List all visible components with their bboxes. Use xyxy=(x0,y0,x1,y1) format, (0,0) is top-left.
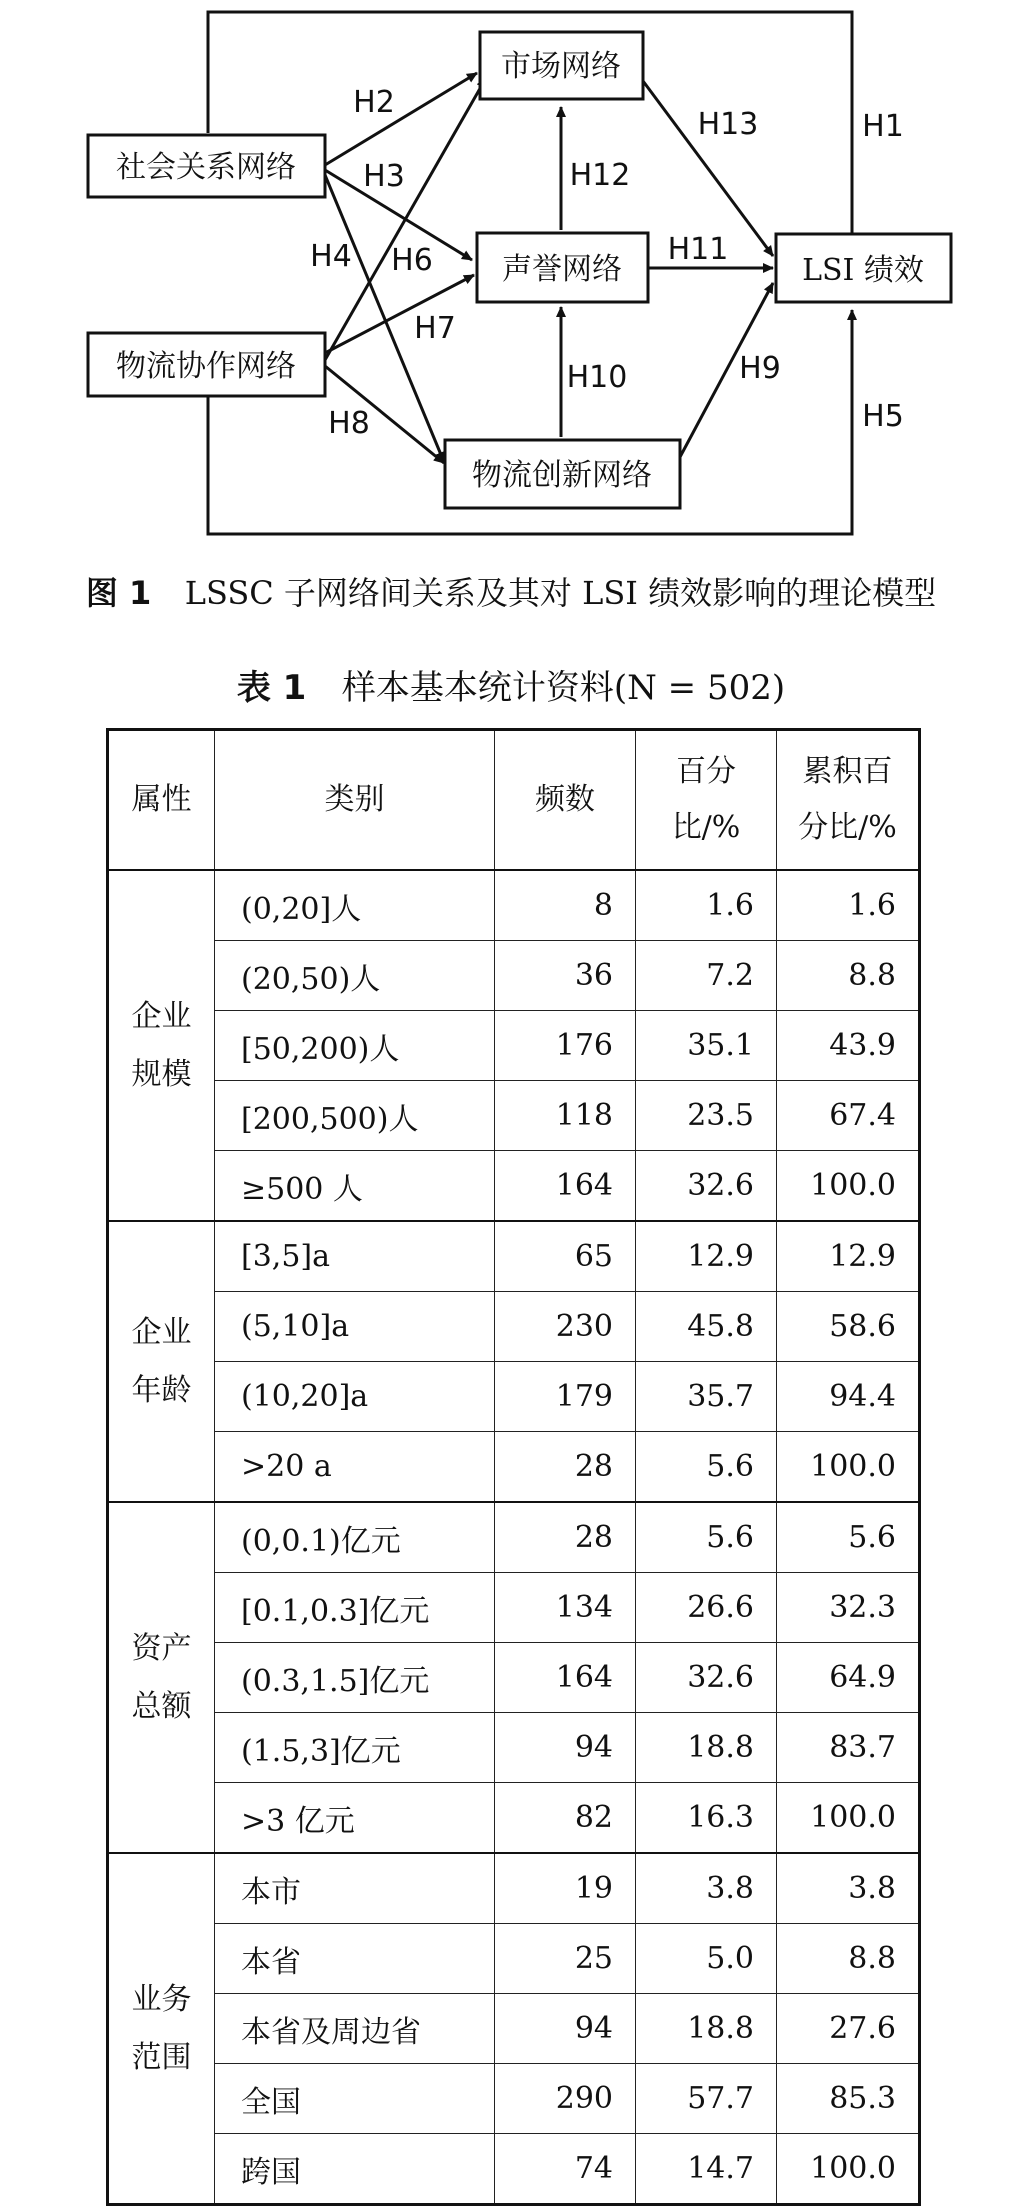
group-attribute xyxy=(108,1853,215,2205)
label-h4: H4 xyxy=(310,239,352,274)
cell-percent: 3.8 xyxy=(636,1853,777,1924)
node-social-network-label: 社会关系网络 xyxy=(116,150,296,185)
cell-percent: 14.7 xyxy=(636,2134,777,2205)
cell-cumulative: 85.3 xyxy=(777,2064,920,2134)
table-row xyxy=(108,1151,920,1222)
table-row xyxy=(108,1011,920,1081)
table-row xyxy=(108,2064,920,2134)
edge-h2 xyxy=(325,73,477,165)
table-group xyxy=(108,870,920,1221)
cell-frequency: 94 xyxy=(495,1994,636,2064)
label-h12: H12 xyxy=(569,158,631,193)
cell-cumulative: 100.0 xyxy=(777,1432,920,1503)
header-attr: 属性 xyxy=(108,730,215,871)
cell-frequency: 19 xyxy=(495,1853,636,1924)
header-pct-line1: 百分 xyxy=(676,754,736,789)
cell-percent: 16.3 xyxy=(636,1783,777,1854)
cell-frequency: 290 xyxy=(495,2064,636,2134)
cell-cumulative: 100.0 xyxy=(777,2134,920,2205)
node-social-network xyxy=(88,135,325,197)
cell-cumulative: 83.7 xyxy=(777,1713,920,1783)
label-h7: H7 xyxy=(414,311,456,346)
table-row xyxy=(108,941,920,1011)
node-reputation-network-label: 声誉网络 xyxy=(502,252,622,287)
table-row xyxy=(108,1221,920,1292)
cell-category: [50,200)人 xyxy=(215,1011,495,1081)
table-row xyxy=(108,1924,920,1994)
cell-cumulative: 43.9 xyxy=(777,1011,920,1081)
cell-frequency: 164 xyxy=(495,1151,636,1222)
cell-frequency: 74 xyxy=(495,2134,636,2205)
group-attribute-line1: 企业 xyxy=(131,1314,192,1350)
cell-percent: 18.8 xyxy=(636,1713,777,1783)
cell-cumulative: 8.8 xyxy=(777,941,920,1011)
cell-percent: 5.6 xyxy=(636,1502,777,1573)
cell-category: 本省 xyxy=(215,1924,495,1994)
table-row xyxy=(108,1081,920,1151)
group-attribute-line1: 资产 xyxy=(131,1630,192,1666)
header-cum-line2: 分比/% xyxy=(798,810,897,845)
node-reputation-network xyxy=(477,233,648,302)
label-h1: H1 xyxy=(862,109,904,144)
label-h8: H8 xyxy=(328,406,370,441)
cell-cumulative: 67.4 xyxy=(777,1081,920,1151)
header-freq: 频数 xyxy=(495,730,636,871)
figure-caption-text: LSSC 子网络间关系及其对 LSI 绩效影响的理论模型 xyxy=(184,574,937,612)
table-row xyxy=(108,1573,920,1643)
group-attribute-line1: 业务 xyxy=(131,1981,192,2017)
cell-frequency: 8 xyxy=(495,870,636,941)
table-row xyxy=(108,1853,920,1924)
cell-cumulative: 12.9 xyxy=(777,1221,920,1292)
cell-percent: 45.8 xyxy=(636,1292,777,1362)
table-row xyxy=(108,1362,920,1432)
cell-frequency: 82 xyxy=(495,1783,636,1854)
cell-cumulative: 27.6 xyxy=(777,1994,920,2064)
cell-frequency: 65 xyxy=(495,1221,636,1292)
node-logistics-coop-network xyxy=(88,333,325,396)
theoretical-model-diagram xyxy=(0,0,1022,550)
cell-category: (5,10]a xyxy=(215,1292,495,1362)
node-market-network-label: 市场网络 xyxy=(501,49,621,84)
cell-category: (10,20]a xyxy=(215,1362,495,1432)
cell-percent: 12.9 xyxy=(636,1221,777,1292)
group-attribute xyxy=(108,1502,215,1853)
cell-frequency: 230 xyxy=(495,1292,636,1362)
cell-cumulative: 1.6 xyxy=(777,870,920,941)
figure-caption-label: 图 1 xyxy=(85,574,152,612)
cell-frequency: 179 xyxy=(495,1362,636,1432)
cell-frequency: 36 xyxy=(495,941,636,1011)
node-lsi-performance-label: LSI 绩效 xyxy=(802,253,924,288)
table-group xyxy=(108,1502,920,1853)
header-pct-line2: 比/% xyxy=(671,810,741,845)
cell-category: [3,5]a xyxy=(215,1221,495,1292)
cell-category: 本省及周边省 xyxy=(215,1994,495,2064)
cell-cumulative: 58.6 xyxy=(777,1292,920,1362)
cell-category: (0,0.1)亿元 xyxy=(215,1502,495,1573)
cell-category: ≥500 人 xyxy=(215,1151,495,1222)
cell-percent: 35.1 xyxy=(636,1011,777,1081)
label-h10: H10 xyxy=(566,360,628,395)
cell-cumulative: 32.3 xyxy=(777,1573,920,1643)
group-attribute xyxy=(108,870,215,1221)
cell-percent: 1.6 xyxy=(636,870,777,941)
table-row xyxy=(108,1432,920,1503)
cell-frequency: 25 xyxy=(495,1924,636,1994)
group-attribute xyxy=(108,1221,215,1502)
header-cum xyxy=(777,730,920,871)
cell-frequency: 94 xyxy=(495,1713,636,1783)
cell-percent: 5.6 xyxy=(636,1432,777,1503)
cell-cumulative: 64.9 xyxy=(777,1643,920,1713)
group-attribute-line2: 总额 xyxy=(131,1688,192,1724)
table-header xyxy=(108,730,920,871)
cell-percent: 23.5 xyxy=(636,1081,777,1151)
node-market-network xyxy=(480,32,643,99)
cell-frequency: 176 xyxy=(495,1011,636,1081)
cell-percent: 18.8 xyxy=(636,1994,777,2064)
label-h6: H6 xyxy=(391,243,433,278)
table-group xyxy=(108,1221,920,1502)
cell-category: (0,20]人 xyxy=(215,870,495,941)
cell-category: [200,500)人 xyxy=(215,1081,495,1151)
cell-percent: 32.6 xyxy=(636,1643,777,1713)
cell-cumulative: 94.4 xyxy=(777,1362,920,1432)
header-pct xyxy=(636,730,777,871)
label-h11: H11 xyxy=(667,232,729,267)
cell-category: [0.1,0.3]亿元 xyxy=(215,1573,495,1643)
table-row xyxy=(108,870,920,941)
cell-category: (0.3,1.5]亿元 xyxy=(215,1643,495,1713)
cell-category: 跨国 xyxy=(215,2134,495,2205)
group-attribute-line2: 范围 xyxy=(131,2039,192,2075)
cell-cumulative: 5.6 xyxy=(777,1502,920,1573)
label-h9: H9 xyxy=(739,351,781,386)
cell-percent: 26.6 xyxy=(636,1573,777,1643)
header-category: 类别 xyxy=(215,730,495,871)
cell-category: >3 亿元 xyxy=(215,1783,495,1854)
header-cum-line1: 累积百 xyxy=(802,754,893,789)
cell-category: (20,50)人 xyxy=(215,941,495,1011)
figure-caption xyxy=(0,568,1022,614)
group-attribute-line2: 规模 xyxy=(131,1056,192,1092)
cell-frequency: 134 xyxy=(495,1573,636,1643)
cell-cumulative: 100.0 xyxy=(777,1783,920,1854)
node-innovation-network-label: 物流创新网络 xyxy=(472,458,652,493)
cell-frequency: 118 xyxy=(495,1081,636,1151)
table-caption-label: 表 1 xyxy=(236,668,307,708)
node-logistics-coop-network-label: 物流协作网络 xyxy=(116,349,296,384)
table-row xyxy=(108,2134,920,2205)
cell-percent: 57.7 xyxy=(636,2064,777,2134)
cell-category: >20 a xyxy=(215,1432,495,1503)
cell-percent: 35.7 xyxy=(636,1362,777,1432)
label-h5: H5 xyxy=(862,399,904,434)
cell-frequency: 164 xyxy=(495,1643,636,1713)
table-group xyxy=(108,1853,920,2205)
group-attribute-line1: 企业 xyxy=(131,998,192,1034)
group-attribute-line2: 年龄 xyxy=(131,1372,192,1408)
node-lsi-performance xyxy=(776,234,951,302)
edge-h3 xyxy=(325,78,486,360)
table-row xyxy=(108,1994,920,2064)
table-row xyxy=(108,1783,920,1854)
table-row xyxy=(108,1713,920,1783)
cell-category: 本市 xyxy=(215,1853,495,1924)
label-h3: H3 xyxy=(363,159,405,194)
cell-cumulative: 100.0 xyxy=(777,1151,920,1222)
table-caption-text: 样本基本统计资料(N = 502) xyxy=(341,668,786,708)
cell-percent: 7.2 xyxy=(636,941,777,1011)
table-row xyxy=(108,1292,920,1362)
node-innovation-network xyxy=(445,440,680,508)
table-row xyxy=(108,1502,920,1573)
cell-cumulative: 8.8 xyxy=(777,1924,920,1994)
cell-category: (1.5,3]亿元 xyxy=(215,1713,495,1783)
table-caption xyxy=(0,660,1022,709)
cell-frequency: 28 xyxy=(495,1502,636,1573)
cell-percent: 5.0 xyxy=(636,1924,777,1994)
cell-cumulative: 3.8 xyxy=(777,1853,920,1924)
sample-statistics-table xyxy=(106,728,921,2206)
cell-frequency: 28 xyxy=(495,1432,636,1503)
cell-percent: 32.6 xyxy=(636,1151,777,1222)
table-row xyxy=(108,1643,920,1713)
label-h13: H13 xyxy=(697,107,759,142)
cell-category: 全国 xyxy=(215,2064,495,2134)
label-h2: H2 xyxy=(353,85,395,120)
